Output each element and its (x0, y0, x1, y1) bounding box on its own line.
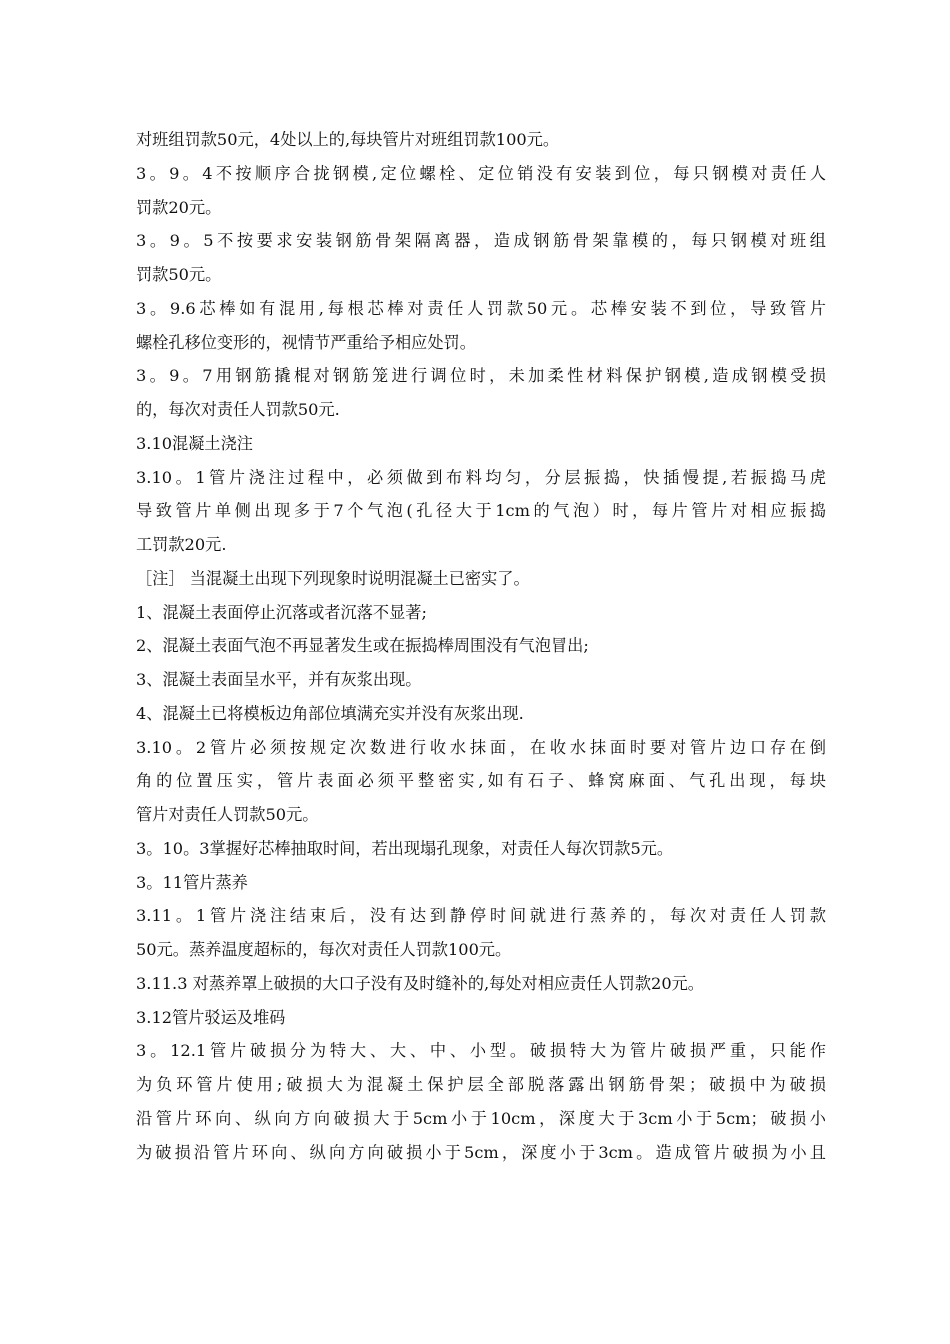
text-line: 3。10。3掌握好芯棒抽取时间，若出现塌孔现象，对责任人每次罚款5元。 (136, 838, 674, 858)
text-line: 3.11。1管片浇注结束后，没有达到静停时间就进行蒸养的，每次对责任人罚款 (136, 906, 826, 926)
text-line: 沿管片环向、纵向方向破损大于5cm小于10cm，深度大于3cm小于5cm；破损小 (136, 1108, 826, 1128)
text-line: 3。9。4不按顺序合拢钢模,定位螺栓、定位销没有安装到位，每只钢模对责任人 (136, 163, 826, 183)
text-line: 对班组罚款50元，4处以上的,每块管片对班组罚款100元。 (136, 130, 560, 149)
text-line: 3.10。1管片浇注过程中，必须做到布料均匀，分层振捣，快插慢提,若振捣马虎 (136, 467, 826, 487)
text-line: 3.12管片驳运及堆码 (136, 1007, 286, 1027)
text-line: 4、混凝土已将模板边角部位填满充实并没有灰浆出现. (136, 703, 524, 723)
text-line: 角的位置压实，管片表面必须平整密实,如有石子、蜂窝麻面、气孔出现，每块 (136, 771, 826, 791)
text-line: 3.10。2管片必须按规定次数进行收水抹面，在收水抹面时要对管片边口存在倒 (136, 737, 826, 757)
text-line: ［注］ 当混凝土出现下列现象时说明混凝土已密实了。 (136, 568, 530, 588)
text-line: 罚款50元。 (136, 265, 222, 284)
text-line: 3。12.1管片破损分为特大、大、中、小型。破损特大为管片破损严重，只能作 (136, 1041, 826, 1061)
text-line: 3。9。7用钢筋撬棍对钢筋笼进行调位时，未加柔性材料保护钢模,造成钢模受损 (136, 366, 826, 386)
text-line: 3、混凝土表面呈水平，并有灰浆出现。 (136, 670, 422, 689)
text-line: 3。11管片蒸养 (136, 872, 248, 892)
text-line: 罚款20元。 (136, 197, 222, 217)
document-page (136, 123, 826, 1169)
text-line: 3.10混凝土浇注 (136, 433, 253, 453)
text-line: 工罚款20元. (136, 535, 227, 554)
text-line: 50元。蒸养温度超标的，每次对责任人罚款100元。 (136, 940, 512, 959)
text-line: 螺栓孔移位变形的，视情节严重给予相应处罚。 (136, 332, 476, 352)
text-line: 的，每次对责任人罚款50元. (136, 400, 340, 419)
text-line: 管片对责任人罚款50元。 (136, 805, 319, 824)
text-line: 为破损沿管片环向、纵向方向破损小于5cm，深度小于3cm。造成管片破损为小且 (136, 1142, 826, 1162)
text-line: 2、混凝土表面气泡不再显著发生或在振捣棒周围没有气泡冒出; (136, 636, 589, 656)
text-line: 3。9。5不按要求安装钢筋骨架隔离器，造成钢筋骨架靠模的，每只钢模对班组 (136, 231, 826, 251)
text-line: 1、混凝土表面停止沉落或者沉落不显著; (136, 602, 427, 622)
text-line: 为负环管片使用;破损大为混凝土保护层全部脱落露出钢筋骨架；破损中为破损 (136, 1075, 826, 1094)
text-line: 3。9.6芯棒如有混用,每根芯棒对责任人罚款50元。芯棒安装不到位，导致管片 (136, 298, 826, 318)
text-line: 3.11.3 对蒸养罩上破损的大口子没有及时缝补的,每处对相应责任人罚款20元。 (136, 973, 704, 993)
text-line: 导致管片单侧出现多于7个气泡(孔径大于1cm的气泡）时，每片管片对相应振捣 (136, 501, 826, 521)
